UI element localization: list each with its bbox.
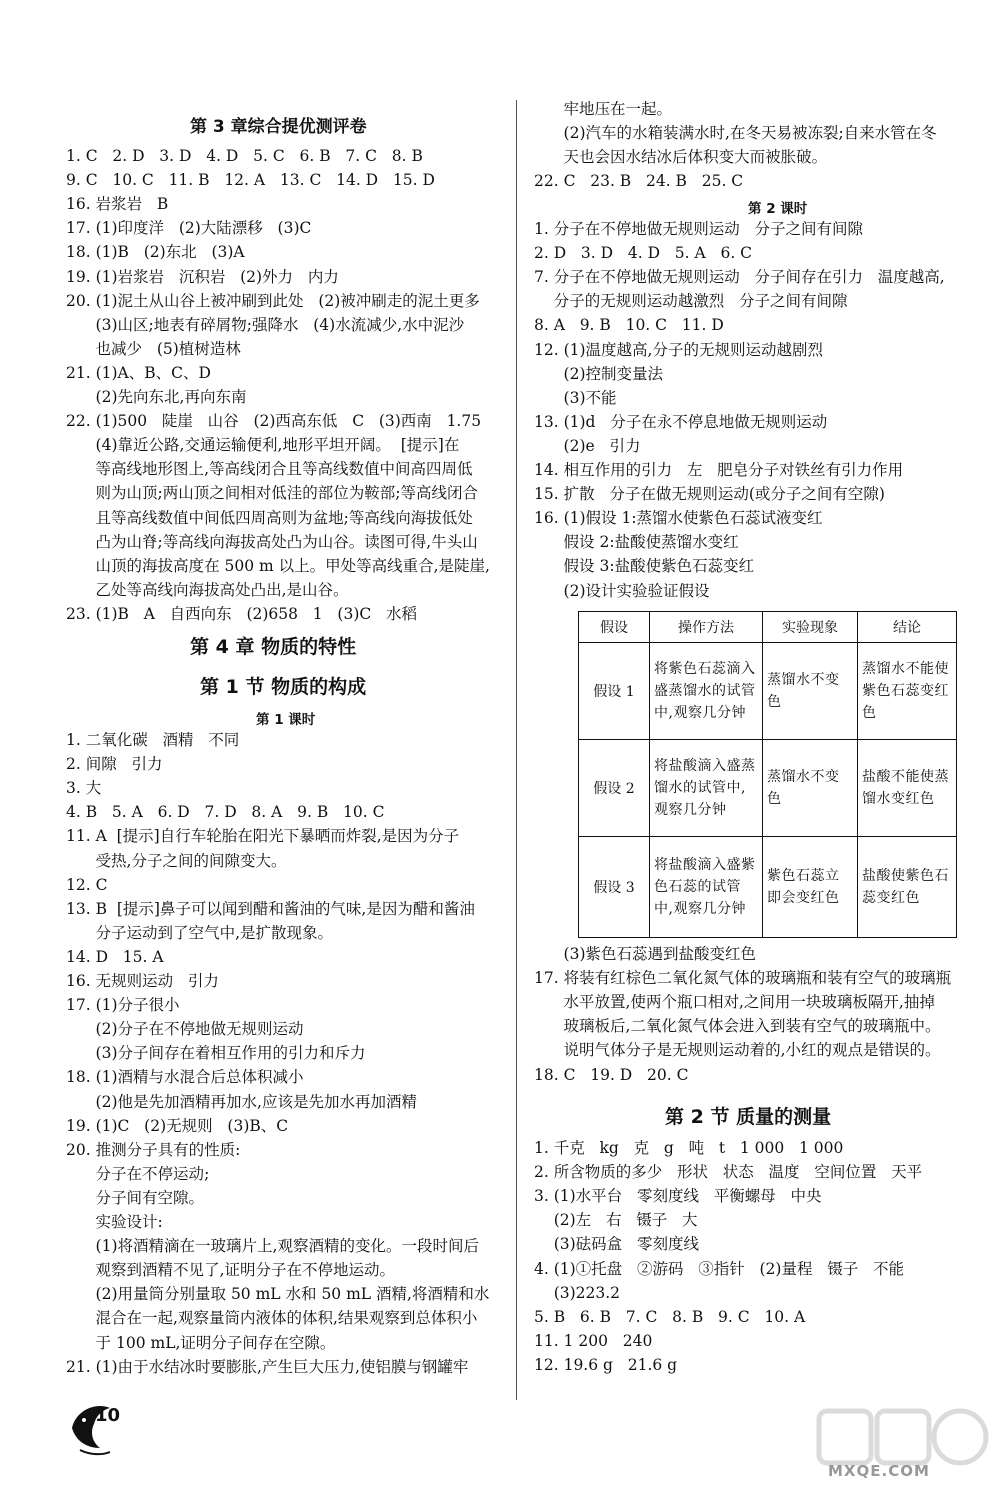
answer-line: 9. C 10. C 11. B 12. A 13. C 14. D 15. D [66, 171, 435, 190]
lesson-heading: 第 1 课时 [256, 712, 316, 728]
answer-line: 23. (1)B A 自西向东 (2)658 1 (3)C 水稻 [66, 604, 418, 623]
answer-line: 假设 3:盐酸使紫色石蕊变红 [534, 557, 755, 576]
answer-line: 19. (1)岩浆岩 沉积岩 (2)外力 内力 [66, 267, 339, 286]
table-cell: 假设 2 [579, 740, 650, 837]
answer-line: 12. C [66, 875, 108, 894]
answer-line: 分子间有空隙。 [66, 1188, 205, 1207]
answer-line: 等高线地形图上,等高线闭合且等高线数值中间高四周低 [66, 460, 473, 479]
answer-line: 16. 无规则运动 引力 [66, 972, 219, 990]
table-cell: 紫色石蕊立即会变红色 [763, 837, 858, 938]
experiment-table [578, 611, 957, 938]
table-cell: 蒸馏水不能使紫色石蕊变红色 [858, 643, 957, 740]
answer-line: 22. C 23. B 24. B 25. C [534, 172, 744, 191]
answer-line: 1. 二氧化碳 酒精 不同 [66, 731, 240, 749]
table-row [579, 643, 957, 740]
table-header: 假设 [579, 612, 650, 643]
answer-line: 11. A [提示]自行车轮胎在阳光下暴晒而炸裂,是因为分子 [66, 827, 460, 846]
answer-line: 17. (1)印度洋 (2)大陆漂移 (3)C [66, 219, 312, 238]
answer-line: 1. 分子在不停地做无规则运动 分子之间有间隙 [534, 220, 863, 238]
answer-line: 3. (1)水平台 零刻度线 平衡螺母 中央 [534, 1187, 822, 1206]
answer-line: 20. (1)泥土从山谷上被冲刷到此处 (2)被冲刷走的泥土更多 [66, 291, 480, 310]
answer-line: 14. 相互作用的引力 左 肥皂分子对铁丝有引力作用 [534, 461, 904, 479]
answer-line: 18. (1)B (2)东北 (3)A [66, 243, 245, 262]
answer-line: 水平放置,使两个瓶口相对,之间用一块玻璃板隔开,抽掉 [534, 993, 935, 1012]
table-cell: 将盐酸滴入盛紫色石蕊的试管中,观察几分钟 [650, 837, 763, 938]
answer-line: 且等高线数值中间低四周高则为盆地;等高线向海拔低处 [66, 508, 473, 527]
answer-line: 2. 间隙 引力 [66, 755, 163, 774]
table-cell: 蒸馏水不变色 [763, 740, 858, 837]
table-header: 实验现象 [763, 612, 858, 643]
answer-line: 17. (1)分子很小 [66, 996, 180, 1015]
answer-line: 受热,分子之间的间隙变大。 [66, 851, 287, 870]
answer-line: 凸为山脊;等高线向海拔高处凸为山谷。读图可得,牛头山 [66, 532, 478, 551]
answer-line: (2)分子在不停地做无规则运动 [66, 1020, 304, 1039]
answer-line: 8. A 9. B 10. C 11. D [534, 316, 724, 335]
answer-line: 16. 岩浆岩 B [66, 195, 169, 214]
answer-line: 4. (1)①托盘 ②游码 ③指针 (2)量程 镊子 不能 [534, 1259, 905, 1278]
answer-line: 1. 千克 kg 克 g 吨 t 1 000 1 000 [534, 1139, 844, 1157]
table-cell: 蒸馏水不变色 [763, 643, 858, 740]
lesson2-heading: 第 2 课时 [748, 201, 808, 217]
answer-line: 实验设计: [66, 1213, 163, 1231]
section2-heading: 第 2 节 质量的测量 [665, 1106, 832, 1128]
answer-line: 分子的无规则运动越激烈 分子之间有间隙 [534, 292, 848, 311]
answer-line: 13. (1)d 分子在永不停息地做无规则运动 [534, 412, 828, 431]
answer-line: 11. 1 200 240 [534, 1331, 653, 1350]
table-row [579, 740, 957, 837]
answer-line: 17. 将装有红棕色二氧化氮气体的玻璃瓶和装有空气的玻璃瓶 [534, 969, 952, 988]
answer-line: 12. 19.6 g 21.6 g [534, 1355, 678, 1374]
table-cell: 假设 3 [579, 837, 650, 938]
answer-line: (2)汽车的水箱装满水时,在冬天易被冻裂;自来水管在冬 [534, 124, 937, 143]
answer-line: 乙处等高线向海拔高处凸出,是山谷。 [66, 580, 349, 599]
answer-line: 16. (1)假设 1:蒸馏水使紫色石蕊试液变红 [534, 509, 823, 528]
answer-line: (2)用量筒分别量取 50 mL 水和 50 mL 酒精,将酒精和水 [66, 1285, 490, 1304]
answer-line: 牢地压在一起。 [534, 100, 673, 118]
answer-line: 玻璃板后,二氧化氮气体会进入到装有空气的玻璃瓶中。 [534, 1017, 941, 1036]
answer-line: (3)223.2 [534, 1283, 621, 1302]
answer-line: (3)不能 [534, 388, 617, 407]
test-title: 第 3 章综合提优测评卷 [190, 117, 367, 137]
answer-line: 12. (1)温度越高,分子的无规则运动越剧烈 [534, 340, 823, 359]
answer-line: 7. 分子在不停地做无规则运动 分子间存在引力 温度越高, [534, 268, 945, 287]
answer-line: 15. 扩散 分子在做无规则运动(或分子之间有空隙) [534, 485, 885, 504]
table-row [579, 837, 957, 938]
answer-line: (3)砝码盒 零刻度线 [534, 1235, 699, 1254]
answer-line: 18. (1)酒精与水混合后总体积减小 [66, 1068, 304, 1087]
answer-line: 混合在一起,观察量筒内液体的体积,结果观察到总体积小 [66, 1309, 478, 1328]
answer-line: 1. C 2. D 3. D 4. D 5. C 6. B 7. C 8. B [66, 147, 423, 165]
answer-line: (2)控制变量法 [534, 364, 664, 383]
table-cell: 盐酸使紫色石蕊变红色 [858, 837, 957, 938]
answer-line: (1)将酒精滴在一玻璃片上,观察酒精的变化。一段时间后 [66, 1237, 479, 1256]
answer-line: (3)分子间存在着相互作用的引力和斥力 [66, 1044, 366, 1063]
answer-line: 4. B 5. A 6. D 7. D 8. A 9. B 10. C [66, 803, 385, 822]
answer-line: (2)e 引力 [534, 436, 641, 455]
answer-line: 观察到酒精不见了,证明分子在不停地运动。 [66, 1261, 395, 1280]
answer-line: (2)左 右 镊子 大 [534, 1211, 698, 1230]
chapter-heading: 第 4 章 物质的特性 [190, 636, 357, 658]
answer-line: 13. B [提示]鼻子可以闻到醋和酱油的气味,是因为醋和酱油 [66, 899, 475, 918]
watermark-text: MXQE.COM [828, 1462, 930, 1480]
answer-line: 22. (1)500 陡崖 山谷 (2)西高东低 C (3)西南 1.75 [66, 412, 482, 431]
answer-line: 山顶的海拔高度在 500 m 以上。甲处等高线重合,是陡崖, [66, 556, 490, 575]
table-cell: 将紫色石蕊滴入盛蒸馏水的试管中,观察几分钟 [650, 643, 763, 740]
section-heading: 第 1 节 物质的构成 [200, 676, 367, 698]
answer-line: (2)设计实验验证假设 [534, 581, 710, 600]
table-header: 操作方法 [650, 612, 763, 643]
answer-line: 5. B 6. B 7. C 8. B 9. C 10. A [534, 1307, 806, 1326]
answer-line: (2)他是先加酒精再加水,应该是先加水再加酒精 [66, 1092, 417, 1111]
answer-line: 天也会因水结冰后体积变大而被胀破。 [534, 148, 828, 167]
answer-line: 假设 2:盐酸使蒸馏水变红 [534, 533, 739, 552]
answer-line: (2)先向东北,再向东南 [66, 388, 247, 406]
table-cell: 假设 1 [579, 643, 650, 740]
answer-line: 也减少 (5)植树造林 [66, 339, 241, 358]
answer-line: 于 100 mL,证明分子间存在空隙。 [66, 1333, 336, 1352]
answer-line: 2. 所含物质的多少 形状 状态 温度 空间位置 天平 [534, 1163, 923, 1182]
answer-line: 则为山顶;两山顶之间相对低洼的部位为鞍部;等高线闭合 [66, 484, 479, 503]
answer-line: 18. C 19. D 20. C [534, 1065, 689, 1084]
page-number: 10 [95, 1405, 121, 1426]
table-header: 结论 [858, 612, 957, 643]
answer-line: (3)山区;地表有碎屑物;强降水 (4)水流减少,水中泥沙 [66, 315, 465, 334]
answer-line: 3. 大 [66, 779, 102, 798]
answer-line: 19. (1)C (2)无规则 (3)B、C [66, 1116, 289, 1135]
table-cell: 盐酸不能使蒸馏水变红色 [858, 740, 957, 837]
answer-line: (3)紫色石蕊遇到盐酸变红色 [534, 945, 757, 963]
answer-line: 说明气体分子是无规则运动着的,小红的观点是错误的。 [534, 1041, 941, 1060]
answer-line: (4)靠近公路,交通运输便利,地形平坦开阔。 [提示]在 [66, 436, 460, 455]
answer-line: 2. D 3. D 4. D 5. A 6. C [534, 244, 753, 263]
answer-line: 分子在不停运动; [66, 1164, 210, 1183]
column-divider [516, 100, 517, 1400]
table-header-row [579, 612, 957, 643]
table-cell: 将盐酸滴入盛蒸馏水的试管中,观察几分钟 [650, 740, 763, 837]
answer-line: 21. (1)由于水结冰时要膨胀,产生巨大压力,使铝膜与钢罐牢 [66, 1357, 469, 1376]
answer-line: 20. 推测分子具有的性质: [66, 1140, 241, 1159]
answer-line: 分子运动到了空气中,是扩散现象。 [66, 923, 333, 942]
answer-line: 14. D 15. A [66, 947, 164, 966]
answer-line: 21. (1)A、B、C、D [66, 363, 211, 382]
